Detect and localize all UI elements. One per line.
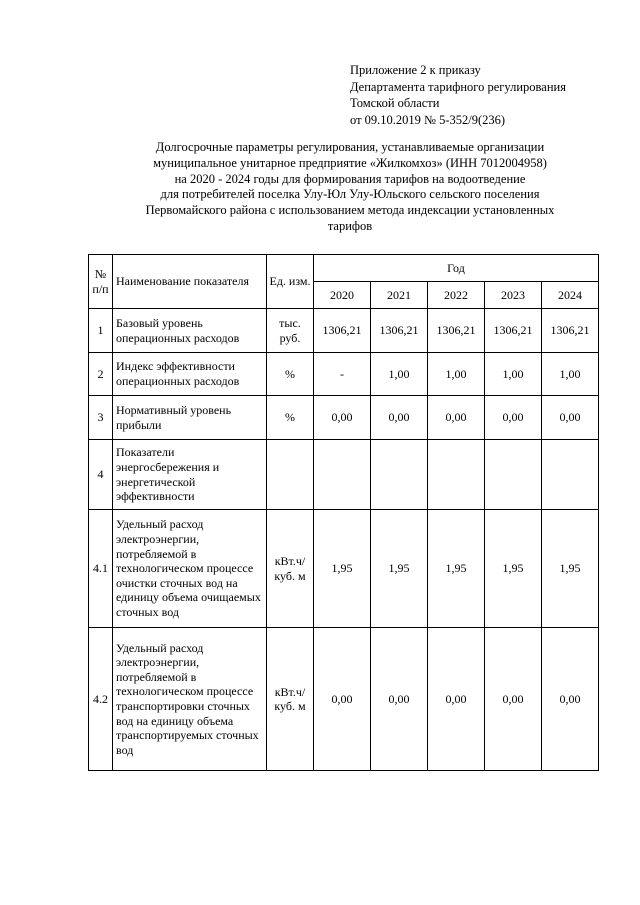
header-name: Наименование показателя <box>113 255 267 309</box>
row-value: 1,00 <box>371 353 428 396</box>
row-value: 1306,21 <box>314 309 371 353</box>
row-num: 2 <box>89 353 113 396</box>
row-value: 1,00 <box>542 353 599 396</box>
header-year: 2022 <box>428 282 485 309</box>
appendix-line: Приложение 2 к приказу <box>350 63 481 77</box>
table-row <box>89 510 599 628</box>
row-value: 0,00 <box>485 628 542 771</box>
table-row <box>89 628 599 771</box>
title-line: Долгосрочные параметры регулирования, устанавливаемые организации <box>155 140 545 154</box>
row-num: 4 <box>89 440 113 510</box>
row-value: 0,00 <box>428 396 485 440</box>
row-value: 1306,21 <box>542 309 599 353</box>
row-value: 1306,21 <box>371 309 428 353</box>
row-value: 1,95 <box>428 510 485 628</box>
row-value: 1,95 <box>314 510 371 628</box>
row-name: Индекс эффективности операционных расходов <box>113 353 267 396</box>
row-value: 0,00 <box>371 396 428 440</box>
row-value: 1,00 <box>428 353 485 396</box>
header-unit: Ед. изм. <box>267 255 314 309</box>
row-value: 1,95 <box>485 510 542 628</box>
row-value: 1306,21 <box>428 309 485 353</box>
row-unit: тыс. руб. <box>267 309 314 353</box>
header-num: № п/п <box>89 255 113 309</box>
row-value: 1,95 <box>371 510 428 628</box>
row-value <box>428 440 485 510</box>
row-value: - <box>314 353 371 396</box>
appendix-order-number: от 09.10.2019 № 5-352/9(236) <box>350 112 506 127</box>
row-value: 0,00 <box>371 628 428 771</box>
appendix-line: Департамента тарифного регулирования <box>350 79 566 94</box>
header-year: 2024 <box>542 282 599 309</box>
row-value <box>485 440 542 510</box>
row-value: 0,00 <box>542 628 599 771</box>
appendix-header <box>350 62 635 128</box>
row-value: 0,00 <box>485 396 542 440</box>
row-unit <box>267 440 314 510</box>
row-value: 1306,21 <box>485 309 542 353</box>
row-name: Базовый уровень операционных расходов <box>113 309 267 353</box>
title-line: для потребителей поселка Улу-Юл Улу-Юльского сельского поселения <box>160 187 540 202</box>
row-value: 0,00 <box>314 396 371 440</box>
header-year: 2020 <box>314 282 371 309</box>
row-value <box>314 440 371 510</box>
title-line: на 2020 - 2024 годы для формирования тарифов на водоотведение <box>174 171 526 186</box>
title-line: тарифов <box>327 218 373 233</box>
row-num: 4.2 <box>89 628 113 771</box>
row-unit: % <box>267 396 314 440</box>
header-row <box>89 255 599 282</box>
row-value: 1,95 <box>542 510 599 628</box>
title-line: Первомайского района с использованием метода индексации установленных <box>145 203 555 218</box>
row-num: 3 <box>89 396 113 440</box>
row-num: 1 <box>89 309 113 353</box>
table-row <box>89 396 599 440</box>
row-name: Показатели энергосбережения и энергетической эффективности <box>113 440 267 510</box>
table-row <box>89 440 599 510</box>
row-unit: % <box>267 353 314 396</box>
table-row <box>89 353 599 396</box>
row-unit: кВт.ч/куб. м <box>267 510 314 628</box>
appendix-line: Томской области <box>350 96 440 110</box>
row-value <box>542 440 599 510</box>
row-value: 0,00 <box>314 628 371 771</box>
row-value: 1,00 <box>485 353 542 396</box>
row-value <box>371 440 428 510</box>
row-value: 0,00 <box>542 396 599 440</box>
row-unit: кВт.ч/куб. м <box>267 628 314 771</box>
row-name: Удельный расход электроэнергии, потребляемой в технологическом процессе транспортировки сточных вод на единицу объема транспортируемых сточных вод <box>113 628 267 771</box>
table-row <box>89 309 599 353</box>
row-value: 0,00 <box>428 628 485 771</box>
row-name: Удельный расход электроэнергии, потребляемой в технологическом процессе очистки сточных вод на единицу объема очищаемых сточных вод <box>113 510 267 628</box>
row-num: 4.1 <box>89 510 113 628</box>
header-year: 2023 <box>485 282 542 309</box>
header-year: 2021 <box>371 282 428 309</box>
document-title <box>90 140 610 235</box>
title-line: муниципальное унитарное предприятие «Жилкомхоз» (ИНН 7012004958) <box>153 155 547 170</box>
row-name: Нормативный уровень прибыли <box>113 396 267 440</box>
header-year-group: Год <box>314 255 599 282</box>
parameters-table <box>88 254 599 771</box>
